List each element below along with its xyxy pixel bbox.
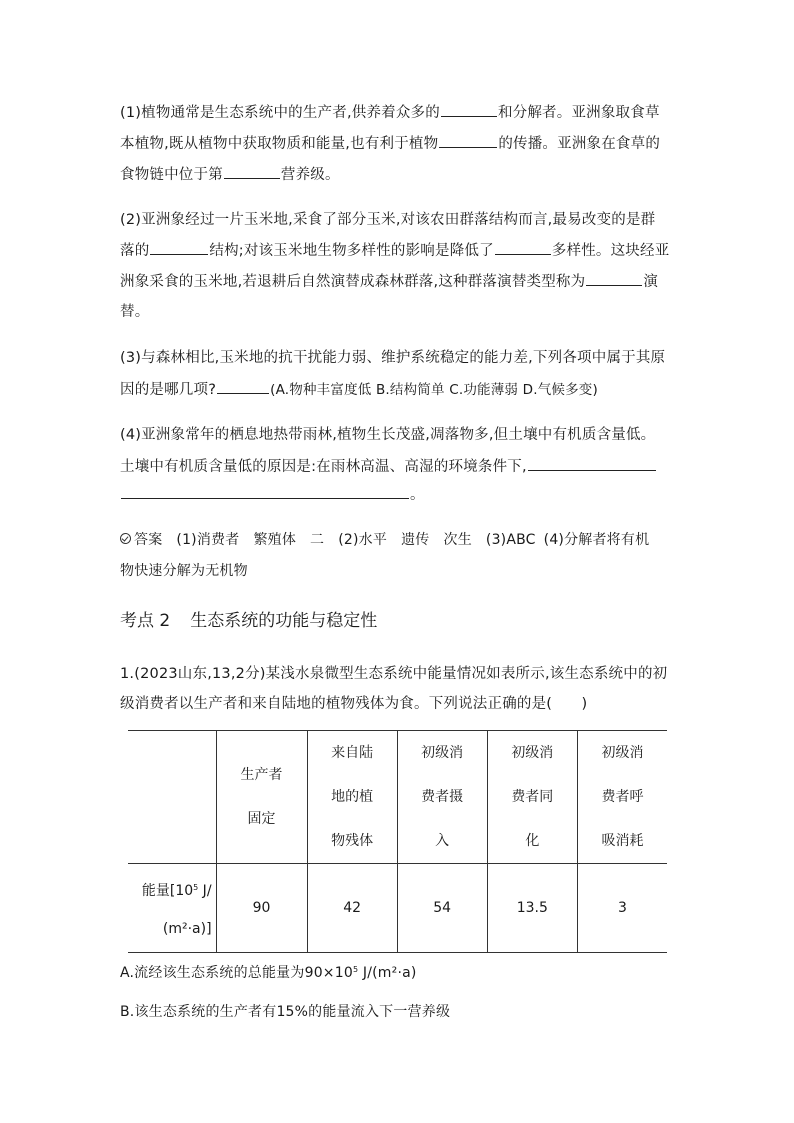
q1-text: 营养级。	[280, 167, 340, 183]
answer-text: 繁殖体	[253, 532, 297, 548]
table-row	[128, 864, 667, 953]
answer-line-1	[120, 530, 649, 550]
q1-text: 和分解者。亚洲象取食草	[497, 105, 660, 121]
q2-text: (2)亚洲象经过一片玉米地,采食了部分玉米,对该农田群落结构而言,最易改变的是群	[120, 212, 656, 228]
answer-blank	[528, 456, 656, 471]
q3-text: (3)与森林相比,玉米地的抗干扰能力弱、维护系统稳定的能力差,下列各项中属于其原	[120, 350, 666, 366]
question-line-1	[120, 664, 667, 684]
q1-line-3	[120, 164, 340, 185]
answer-text: (4)分解者将有机	[543, 532, 650, 548]
q2-text: 演	[643, 274, 659, 290]
answer-text: (3)ABC	[485, 532, 536, 548]
answer-label: 答案	[134, 532, 163, 548]
question-text: 1.(2023山东,13,2分)某浅水泉微型生态系统中能量情况如表所示,该生态系统中的初	[120, 666, 668, 682]
answer-blank	[217, 379, 269, 394]
q2-line-4	[120, 302, 149, 322]
q4-line-3	[120, 484, 425, 505]
q3-options: (A.物种丰富度低 B.结构简单 C.功能薄弱 D.气候多变)	[270, 382, 598, 398]
question-text: 级消费者以生产者和来自陆地的植物残体为食。下列说法正确的是( )	[120, 696, 588, 712]
table-header-cell: 初级消 费者呼 吸消耗	[577, 731, 667, 864]
q3-line-2	[120, 379, 598, 400]
answer-line-2	[120, 561, 248, 581]
table-cell: 42	[307, 864, 397, 953]
q1-text: 本植物,既从植物中获取物质和能量,也有利于植物	[120, 136, 439, 152]
check-circle-icon	[120, 533, 131, 544]
q3-line-1	[120, 348, 665, 368]
option-a-text: A.流经该生态系统的总能量为90×10	[120, 965, 353, 981]
q2-line-1	[120, 210, 655, 230]
q4-text: 。	[410, 487, 425, 503]
table-cell: 3	[577, 864, 667, 953]
answer-blank	[495, 240, 551, 255]
answer-text: 物快速分解为无机物	[120, 563, 248, 579]
energy-table	[128, 730, 667, 953]
q3-text: 因的是哪几项?	[120, 382, 217, 398]
answer-text: 次生	[443, 532, 472, 548]
section-title: 生态系统的功能与稳定性	[190, 611, 378, 631]
q1-line-1	[120, 102, 660, 123]
table-header-cell: 初级消 费者同 化	[487, 731, 577, 864]
q4-line-2	[120, 456, 657, 477]
option-b-text: B.该生态系统的生产者有15%的能量流入下一营养级	[120, 1004, 451, 1020]
q1-text: 的传播。亚洲象在食草的	[498, 136, 661, 152]
table-header-cell: 初级消 费者摄 入	[397, 731, 487, 864]
answer-blank	[150, 240, 208, 255]
section-number: 考点 2	[120, 611, 171, 631]
q1-text: 食物链中位于第	[120, 167, 223, 183]
q2-line-3	[120, 271, 658, 292]
table-header-cell: 来自陆 地的植 物残体	[307, 731, 397, 864]
table-header-row	[128, 731, 667, 864]
q1-line-2	[120, 133, 660, 154]
answer-blank	[441, 102, 497, 117]
q2-text: 替。	[120, 304, 150, 320]
option-b	[120, 1002, 450, 1022]
option-a-unit: J/(m²·a)	[358, 965, 417, 981]
table-cell: 54	[397, 864, 487, 953]
answer-text: (2)水平	[338, 532, 388, 548]
option-a-exponent: 5	[352, 965, 359, 974]
q1-text: (1)植物通常是生态系统中的生产者,供养着众多的	[120, 105, 440, 121]
table-cell: 90	[216, 864, 307, 953]
table-header-cell: 生产者 固定	[216, 731, 307, 864]
q2-line-2	[120, 240, 669, 261]
option-a	[120, 960, 417, 983]
q4-text: 土壤中有机质含量低的原因是:在雨林高温、高湿的环境条件下,	[120, 459, 527, 475]
table-header-cell	[128, 731, 216, 864]
answer-text: 遗传	[401, 532, 430, 548]
answer-text: (1)消费者	[176, 532, 240, 548]
answer-blank	[439, 133, 497, 148]
q4-text: (4)亚洲象常年的栖息地热带雨林,植物生长茂盛,凋落物多,但土壤中有机质含量低。	[120, 427, 656, 443]
question-line-2	[120, 694, 587, 714]
q4-line-1	[120, 425, 655, 445]
table-cell: 13.5	[487, 864, 577, 953]
q2-text: 结构;对该玉米地生物多样性的影响是降低了	[209, 243, 494, 259]
q2-text: 多样性。这块经亚	[551, 243, 670, 259]
answer-text: 二	[310, 532, 325, 548]
q2-text: 落的	[120, 243, 150, 259]
answer-blank	[586, 271, 642, 286]
answer-blank	[121, 484, 409, 499]
section-heading	[120, 610, 377, 632]
table-row-label: 能量[$10^5$ J/ (m²·a)]	[128, 864, 216, 953]
q2-text: 洲象采食的玉米地,若退耕后自然演替成森林群落,这种群落演替类型称为	[120, 274, 586, 290]
answer-blank	[224, 164, 280, 179]
